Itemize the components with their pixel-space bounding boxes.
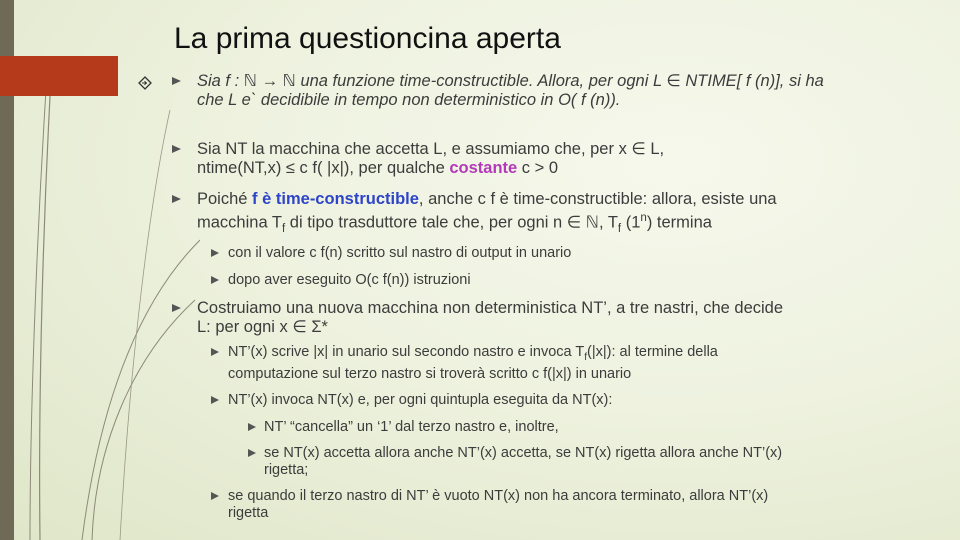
triangle-arrow-icon — [172, 304, 181, 312]
highlight-costante: costante — [449, 159, 518, 177]
text-segment: ntime(NT,x) ≤ c f( |x|), per qualche — [197, 159, 450, 177]
text-segment: c > 0 — [517, 159, 559, 177]
text-segment: ) termina — [646, 213, 712, 232]
triangle-arrow-icon — [211, 249, 219, 257]
triangle-arrow-icon — [211, 492, 219, 500]
text-segment: NT’(x) scrive |x| in unario sul secondo nastro e invoca T — [228, 343, 585, 360]
bullet-line: Costruiamo una nuova macchina non deterministica NT’, a tre nastri, che decide — [197, 298, 784, 317]
sub-sub-bullet-accept — [172, 445, 922, 479]
triangle-arrow-icon — [172, 77, 181, 85]
bullet-line: che L e` decidibile in tempo non deterministico in O( f (n)). — [197, 91, 621, 109]
bullet-line — [228, 344, 922, 366]
triangle-arrow-icon — [248, 449, 256, 457]
diamond-arrow-icon — [138, 76, 152, 90]
bullet-line — [197, 209, 922, 239]
accent-tab — [0, 56, 118, 96]
bullet-line: rigetta — [228, 504, 269, 521]
bullet-time-constructible — [172, 190, 922, 239]
bullet-line: con il valore c f(n) scritto sul nastro di output in unario — [228, 244, 572, 261]
sub-bullet-output — [172, 245, 922, 262]
sub-bullet-instructions — [172, 272, 922, 289]
triangle-arrow-icon — [211, 396, 219, 404]
text-segment: Poiché — [197, 190, 253, 208]
bullet-line — [197, 190, 922, 209]
subscript: f — [617, 222, 622, 235]
subscript: f — [584, 351, 588, 363]
bullet-nt-machine — [172, 140, 922, 178]
text-segment: (1 — [621, 213, 641, 232]
text-segment: macchina T — [197, 213, 282, 232]
sub-bullet-invokes — [172, 392, 922, 409]
bullet-definition — [172, 72, 922, 110]
superscript: n — [640, 212, 647, 224]
triangle-arrow-icon — [248, 423, 256, 431]
highlight-time-constructible: f è time-constructible — [252, 190, 419, 208]
bullet-line — [197, 159, 922, 178]
bullet-line: NT’ “cancella” un ‘1’ dal terzo nastro e, inoltre, — [264, 418, 559, 435]
bullet-new-machine — [172, 299, 922, 337]
slide-title: La prima questioncina aperta — [174, 22, 561, 55]
bullet-line: L: per ogni x ∈ Σ* — [197, 317, 328, 336]
bullet-line: rigetta; — [264, 461, 309, 478]
bullet-line: computazione sul terzo nastro si troverà scritto c f(|x|) in unario — [228, 365, 632, 382]
bullet-line: NT’(x) invoca NT(x) e, per ogni quintupla eseguita da NT(x): — [228, 391, 613, 408]
bullet-line: Sia NT la macchina che accetta L, e assumiamo che, per x ∈ L, — [197, 140, 665, 158]
bullet-line: se quando il terzo nastro di NT’ è vuoto NT(x) non ha ancora terminato, allora NT’(x) — [228, 487, 769, 504]
bullet-line: Sia f : ℕ → ℕ una funzione time-constructible. Allora, per ogni L ∈ NTIME[ f (n)], si ha — [197, 72, 824, 90]
triangle-arrow-icon — [211, 276, 219, 284]
text-segment: , anche c f è time-constructible: allora, esiste una — [418, 190, 777, 208]
sub-bullet-writes — [172, 344, 922, 383]
text-segment: (|x|): al termine della — [587, 343, 718, 360]
triangle-arrow-icon — [211, 348, 219, 356]
bullet-line: dopo aver eseguito O(c f(n)) istruzioni — [228, 271, 471, 288]
triangle-arrow-icon — [172, 145, 181, 153]
text-segment: di tipo trasduttore tale che, per ogni n ∈ ℕ, T — [285, 213, 618, 232]
sub-sub-bullet-cancel — [172, 419, 922, 436]
bullet-line: se NT(x) accetta allora anche NT’(x) accetta, se NT(x) rigetta allora anche NT’(x) — [264, 444, 783, 461]
triangle-arrow-icon — [172, 195, 181, 203]
subscript: f — [281, 222, 286, 235]
sub-bullet-empty-tape — [172, 488, 922, 522]
slide-content — [172, 72, 922, 522]
